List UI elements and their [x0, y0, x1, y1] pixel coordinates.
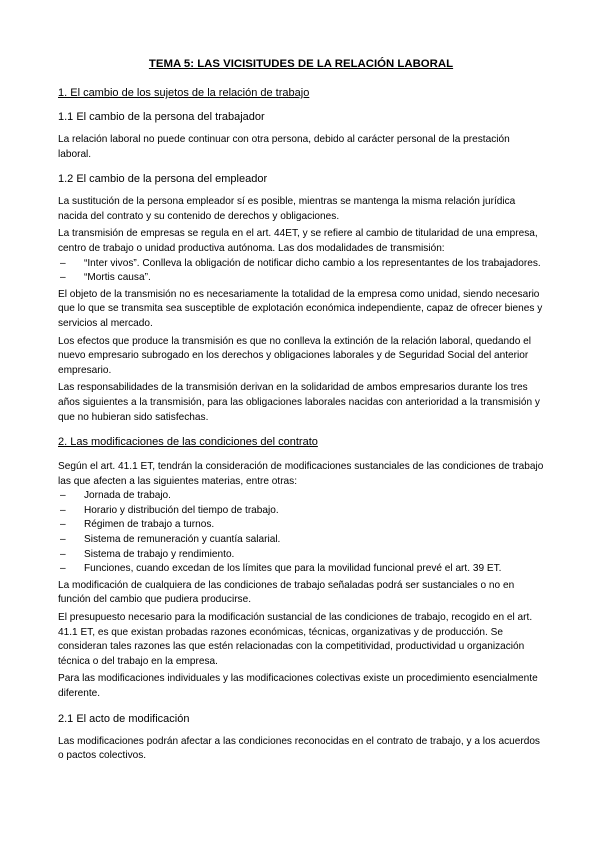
section-1-2-paragraph-4: Los efectos que produce la transmisión es que no conlleva la extinción de la relación laboral, quedando el nuevo empresario subrogado en los derechos y obligaciones laborales y de Seguridad Social del anterior empresario. — [58, 335, 532, 376]
section-2-heading: 2. Las modificaciones de las condiciones del contrato — [58, 436, 318, 449]
section-1-2-paragraph-3: El objeto de la transmisión no es necesariamente la totalidad de la empresa como unidad, siendo necesario que lo que se transmita sea susceptible de explotación económica independiente, capaz de ofrecer bienes y servicios al mercado. — [58, 288, 543, 329]
section-2-paragraph-1: Según el art. 41.1 ET, tendrán la consideración de modificaciones sustanciales de las condiciones de trabajo las que afecten a las siguientes materias, entre otras: — [58, 461, 544, 487]
section-1-heading: 1. El cambio de los sujetos de la relación de trabajo — [58, 87, 310, 99]
transmission-types-list — [58, 257, 544, 286]
list-item — [58, 489, 544, 504]
document-title: TEMA 5: LAS VICISITUDES DE LA RELACIÓN LABORAL — [148, 58, 454, 70]
list-item-text: Horario y distribución del tiempo de trabajo. — [84, 504, 279, 516]
list-item-text: Funciones, cuando excedan de los límites que para la movilidad funcional prevé el art. 39 ET. — [84, 563, 502, 575]
list-item-text: Jornada de trabajo. — [84, 490, 171, 502]
dash-bullet: – — [60, 563, 66, 575]
section-1-2-paragraph-1: La sustitución de la persona empleador sí es posible, mientras se mantenga la misma relación jurídica nacida del contrato y su contenido de derechos y obligaciones. — [58, 196, 516, 222]
list-item — [58, 257, 544, 272]
list-item — [58, 548, 544, 563]
list-item — [58, 562, 544, 577]
section-1-2-paragraph-5: Las responsabilidades de la transmisión derivan en la solidaridad de ambos empresarios durante los tres años siguientes a la transmisión, para las obligaciones laborales nacidas con anterioridad a la transmisión y que no hubieran sido satisfechas. — [58, 382, 540, 423]
list-item-text: Régimen de trabajo a turnos. — [84, 519, 215, 531]
section-1-2-paragraph-2: La transmisión de empresas se regula en el art. 44ET, y se refiere al cambio de titularidad de una empresa, centro de trabajo o unidad productiva autónoma. Las dos modalidades de transmisión: — [58, 228, 538, 254]
dash-bullet: – — [60, 257, 66, 269]
section-1-1-heading: 1.1 El cambio de la persona del trabajador — [58, 111, 265, 123]
dash-bullet: – — [60, 504, 66, 516]
list-item — [58, 533, 544, 548]
section-2-paragraph-2: La modificación de cualquiera de las condiciones de trabajo señaladas podrá ser sustanciales o no en función del cambio que pudiera producirse. — [58, 579, 515, 606]
section-1-2-heading: 1.2 El cambio de la persona del empleador — [58, 173, 268, 186]
dash-bullet: – — [60, 519, 66, 531]
list-item-text: Sistema de trabajo y rendimiento. — [84, 548, 235, 560]
section-2-paragraph-3: El presupuesto necesario para la modificación sustancial de las condiciones de trabajo, recogido en el art. 41.1 ET, es que existan probadas razones económicas, técnicas, organizativas y de producción. Se consideran tales razones las que estén relacionadas con la competitividad, productividad u organización técnica o del trabajo en la empresa. — [58, 612, 533, 667]
section-1-1-paragraph: La relación laboral no puede continuar con otra persona, debido al carácter personal de la prestación laboral. — [58, 134, 510, 160]
modifications-list — [58, 489, 544, 577]
section-2-1-paragraph: Las modificaciones podrán afectar a las condiciones reconocidas en el contrato de trabajo, y a los acuerdos o pactos colectivos. — [58, 735, 540, 762]
list-item-text: “Inter vivos”. Conlleva la obligación de notificar dicho cambio a los representantes de los trabajadores. — [84, 257, 541, 269]
section-2-paragraph-4: Para las modificaciones individuales y las modificaciones colectivas existe un procedimiento esencialmente diferente. — [58, 673, 538, 699]
document-page — [58, 58, 544, 767]
dash-bullet: – — [60, 548, 66, 560]
section-2-1-heading: 2.1 El acto de modificación — [58, 712, 190, 725]
list-item-text: Sistema de remuneración y cuantía salarial. — [84, 534, 281, 546]
list-item — [58, 271, 544, 286]
list-item-text: “Mortis causa”. — [84, 272, 151, 284]
dash-bullet: – — [60, 490, 66, 502]
dash-bullet: – — [60, 272, 66, 284]
list-item — [58, 504, 544, 519]
dash-bullet: – — [60, 534, 66, 546]
list-item — [58, 518, 544, 533]
